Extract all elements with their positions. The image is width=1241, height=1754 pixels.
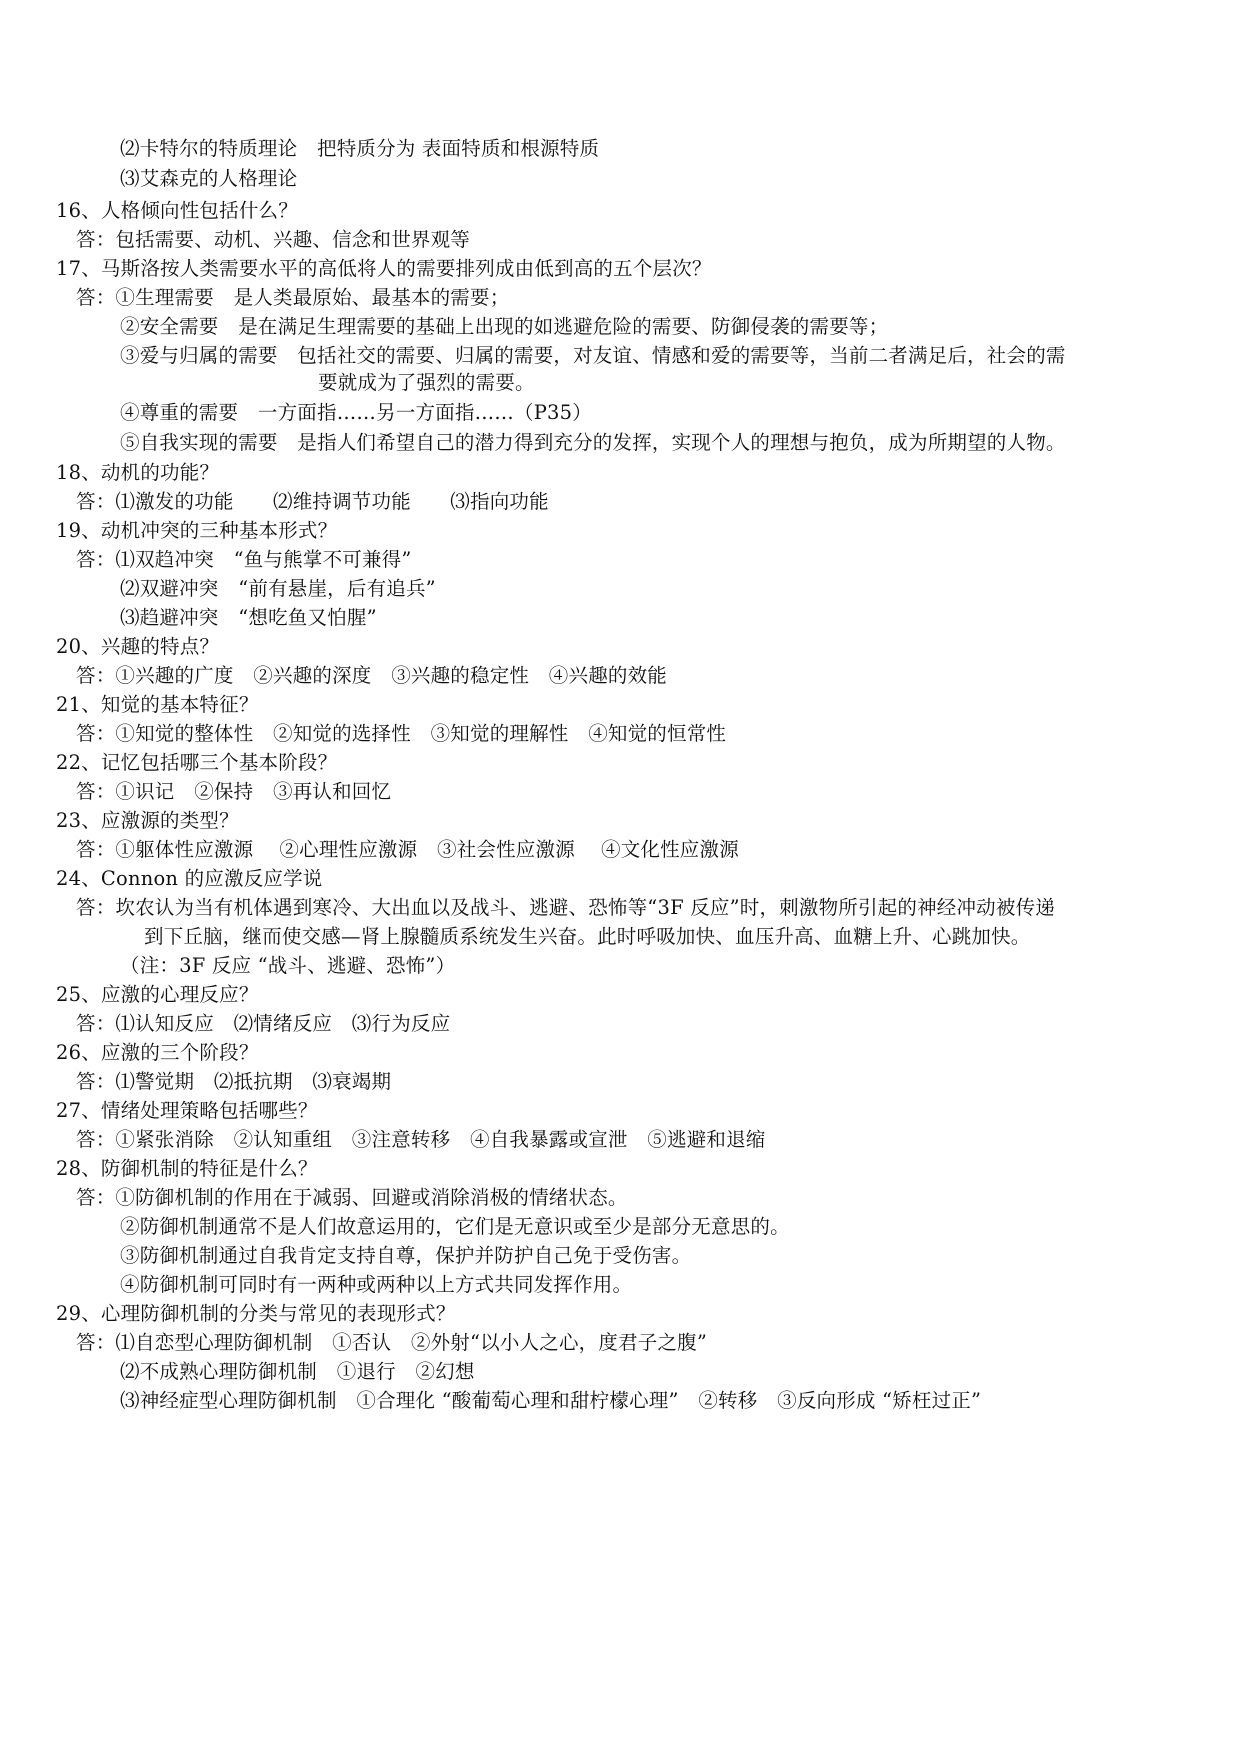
answer-line: 到下丘脑，继而使交感—肾上腺髓质系统发生兴奋。此时呼吸加快、血压升高、血糖上升、心跳加快。 [144,925,1031,948]
answer-line: 答：①识记 ②保持 ③再认和回忆 [76,780,392,803]
question-line: 17、马斯洛按人类需要水平的高低将人的需要排列成由低到高的五个层次？ [56,257,712,280]
answer-line: 答：①生理需要 是人类最原始、最基本的需要； [76,286,510,309]
question-line: 22、记忆包括哪三个基本阶段？ [56,751,338,774]
note-line: （注：3F 反应 “战斗、逃避、恐怖”） [120,954,456,977]
answer-line: ④尊重的需要 一方面指……另一方面指……（P35） [120,401,592,424]
answer-line: ⑵双避冲突 “前有悬崖，后有追兵” [120,577,436,600]
answer-line: 答：包括需要、动机、兴趣、信念和世界观等 [76,228,471,251]
question-line: 21、知觉的基本特征？ [56,693,259,716]
answer-line: ⑵不成熟心理防御机制 ①退行 ②幻想 [120,1360,475,1383]
question-line: 16、人格倾向性包括什么？ [56,199,298,222]
answer-line: ③爱与归属的需要 包括社交的需要、归属的需要，对友谊、情感和爱的需要等，当前二者满足后，社会的需 [120,344,1066,367]
question-line: 23、应激源的类型？ [56,809,239,832]
question-line: 25、应激的心理反应？ [56,983,259,1006]
question-line: 29、心理防御机制的分类与常见的表现形式？ [56,1302,456,1325]
question-line: 19、动机冲突的三种基本形式？ [56,519,338,542]
answer-line: 答：坎农认为当有机体遇到寒冷、大出血以及战斗、逃避、恐怖等“3F 反应”时，刺激物所引起的神经冲动被传递 [76,896,1055,919]
answer-line: 答：⑴双趋冲突 “鱼与熊掌不可兼得” [76,548,412,571]
answer-line: ⑶神经症型心理防御机制 ①合理化 “酸葡萄心理和甜柠檬心理” ②转移 ③反向形成 “矫枉过正” [120,1389,982,1412]
answer-line: 答：⑴认知反应 ⑵情绪反应 ⑶行为反应 [76,1012,451,1035]
answer-line: 答：①兴趣的广度 ②兴趣的深度 ③兴趣的稳定性 ④兴趣的效能 [76,664,668,687]
answer-line: 要就成为了强烈的需要。 [318,371,535,394]
answer-line: 答：⑴激发的功能 ⑵维持调节功能 ⑶指向功能 [76,490,549,513]
answer-line: ⑶艾森克的人格理论 [120,167,298,190]
answer-line: ②安全需要 是在满足生理需要的基础上出现的如逃避危险的需要、防御侵袭的需要等； [120,315,889,338]
answer-line: ⑵卡特尔的特质理论 把特质分为 表面特质和根源特质 [120,137,600,160]
question-line: 27、情绪处理策略包括哪些？ [56,1099,318,1122]
answer-line: 答：⑴自恋型心理防御机制 ①否认 ②外射“以小人之心，度君子之腹” [76,1331,708,1354]
answer-line: ④防御机制可同时有一两种或两种以上方式共同发挥作用。 [120,1273,633,1296]
answer-line: 答：①防御机制的作用在于减弱、回避或消除消极的情绪状态。 [76,1186,628,1209]
question-line: 18、动机的功能？ [56,461,220,484]
answer-line: ②防御机制通常不是人们故意运用的，它们是无意识或至少是部分无意思的。 [120,1215,790,1238]
question-line: 20、兴趣的特点？ [56,635,220,658]
question-line: 24、Connon 的应激反应学说 [56,867,323,890]
question-line: 28、防御机制的特征是什么？ [56,1157,318,1180]
answer-line: 答：①躯体性应激源 ②心理性应激源 ③社会性应激源 ④文化性应激源 [76,838,739,861]
answer-line: 答：①紧张消除 ②认知重组 ③注意转移 ④自我暴露或宣泄 ⑤逃避和退缩 [76,1128,766,1151]
answer-line: ③防御机制通过自我肯定支持自尊，保护并防护自己免于受伤害。 [120,1244,692,1267]
answer-line: ⑶趋避冲突 “想吃鱼又怕腥” [120,606,377,629]
answer-line: 答：⑴警觉期 ⑵抵抗期 ⑶衰竭期 [76,1070,392,1093]
answer-line: 答：①知觉的整体性 ②知觉的选择性 ③知觉的理解性 ④知觉的恒常性 [76,722,727,745]
question-line: 26、应激的三个阶段？ [56,1041,259,1064]
answer-line: ⑤自我实现的需要 是指人们希望自己的潜力得到充分的发挥，实现个人的理想与抱负，成为所期望的人物。 [120,431,1066,454]
